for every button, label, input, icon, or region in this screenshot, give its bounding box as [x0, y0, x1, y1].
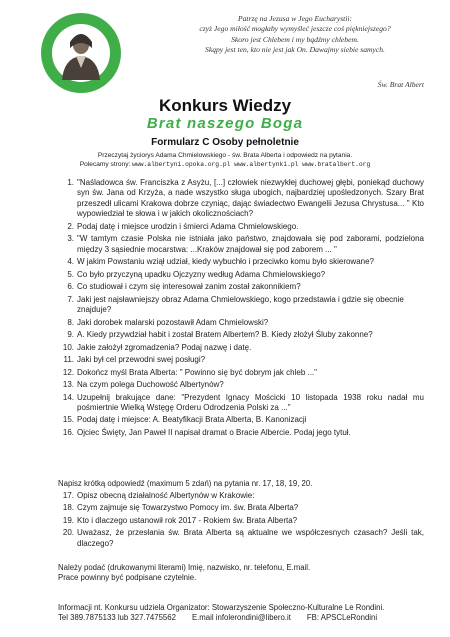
question-item: 4. W jakim Powstaniu wziął udział, kiedy wybuchło i przeciwko komu było skierowane? [67, 257, 375, 267]
question-item: 6. Co studiował i czym się interesował zanim został zakonnikiem? [67, 282, 301, 292]
motto-line: Patrzę na Jezusa w Jego Eucharystii: [237, 14, 353, 23]
questions-list [0, 178, 450, 440]
question-item: 19. Kto i dlaczego ustanowił rok 2017 - Rokiem św. Brata Alberta? [62, 515, 298, 525]
facebook-handle: FB: APSCLeRondini [306, 613, 378, 623]
question-item: 15. Podaj datę i miejsce: A. Beatyfikacji Brata Alberta, B. Kanonizacji [62, 415, 307, 425]
intro-prefix: Polecamy strony: [79, 160, 133, 168]
motto-signature: Św. Brat Albert [377, 80, 424, 89]
question-item: 16. Ojciec Święty, Jan Paweł II napisał dramat o Bracie Albercie. Podaj jego tytuł. [62, 427, 351, 437]
intro-text [0, 152, 450, 169]
question-item: 12. Dokończ myśl Brata Alberta: " Powinno się być dobrym jak chleb ..." [62, 367, 318, 377]
question-item: 18. Czym zajmuje się Towarzystwo Pomocy im. św. Brata Alberta? [62, 503, 299, 513]
motto-line: Skoro jest Chlebem i my bądźmy chlebem. [231, 34, 359, 44]
intro-urls: www.albertyni.opoka.org.pl www.albertynki.pl www.bratalbert.org [132, 160, 371, 168]
motto-quote [160, 14, 430, 56]
short-answer-note: Napisz krótką odpowiedź (maximum 5 zdań) na pytania nr. 17, 18, 19, 20. [58, 479, 313, 488]
question-item: 17. Opisz obecną działalność Albertynów w Krakowie: [62, 491, 255, 500]
question-item: 14. Uzupełnij brakujące dane: "Prezydent Ignacy Mościcki 10 listopada 1938 roku nadał mu pośmiertnie Wielką Wstęgę Orderu Odrodzenia Polski za ..." [62, 392, 424, 412]
intro-line: Przeczytaj życiorys Adama Chmielowskiego - św. Brata Alberta i odpowiedz na pytania. [97, 152, 353, 159]
question-item: 3. "W tamtym czasie Polska nie istniała jako państwo, znajdowała się pod zaborami, podzielona między 3 sąsiednie mocarstwa: ...Kraków znajdował się pod zaborem ... " [67, 234, 424, 254]
question-item: 1. "Naśladowca św. Franciszka z Asyżu, [...] człowiek niezwykłej duchowej głębi, poniekąd duchowy syn św. Jana od Krzyża, a nade wszystko sługa ubogich, najbardziej upośledzonych. Szary Brat przeszedł ulicami Krakowa dobrze czyniąc, dając świadectwo Ewangelii Jezusa Chrystusa... " Kto wypowiedział te słowa i w jakich okolicznościach? [67, 178, 424, 219]
footer [58, 603, 438, 623]
question-item: 2. Podaj datę i miejsce urodzin i śmierci Adama Chmielowskiego. [67, 221, 299, 231]
question-item: 9. A. Kiedy przywdział habit i został Bratem Albertem? B. Kiedy złożył Śluby zakonne? [67, 330, 373, 340]
motto-line: czyż Jego miłość mogłaby wymyśleć jeszcze coś piękniejszego? [199, 24, 391, 34]
phone-number: Tel 389.7875133 lub 327.7475562 [58, 613, 176, 623]
instructions [58, 563, 438, 583]
page-subtitle: Brat naszego Boga [146, 115, 304, 132]
page-title: Konkurs Wiedzy [158, 96, 292, 115]
question-item: 8. Jaki dorobek malarski pozostawił Adam Chmielowski? [67, 317, 269, 327]
instruction-line: Prace powinny być podpisane czytelnie. [58, 573, 197, 582]
essay-questions-list [0, 491, 450, 551]
question-item: 13. Na czym polega Duchowość Albertynów? [62, 380, 224, 390]
email-address: E.mail infolerondini@libero.it [191, 613, 291, 623]
organizer-info: Informacji nt. Konkursu udziela Organizator: Stowarzyszenie Społeczno-Kulturalne Le Rondini. [58, 603, 385, 612]
question-item: 20. Uważasz, że przesłania św. Brata Alberta są aktualne we współczesnych czasach? Jeśli tak, dlaczego? [62, 528, 424, 548]
form-label: Formularz C Osoby pełnoletnie [151, 137, 299, 148]
question-item: 11. Jaki był cel przewodni swej posługi? [63, 355, 206, 365]
instruction-line: Należy podać (drukowanymi literami) Imię, nazwisko, nr. telefonu, E.mail. [58, 563, 311, 572]
brat-albert-logo [40, 12, 122, 94]
motto-line: Skąpy jest ten, kto nie jest jak On. Dawajmy siebie samych. [205, 45, 385, 55]
question-item: 10. Jakie założył zgromadzenia? Podaj nazwę i datę. [62, 342, 252, 352]
question-item: 5. Co było przyczyną upadku Ojczyzny według Adama Chmielowskiego? [67, 269, 326, 279]
question-item: 7. Jaki jest najsławniejszy obraz Adama Chmielowskiego, kogo przedstawia i gdzie się obecnie znajduje? [67, 294, 404, 315]
